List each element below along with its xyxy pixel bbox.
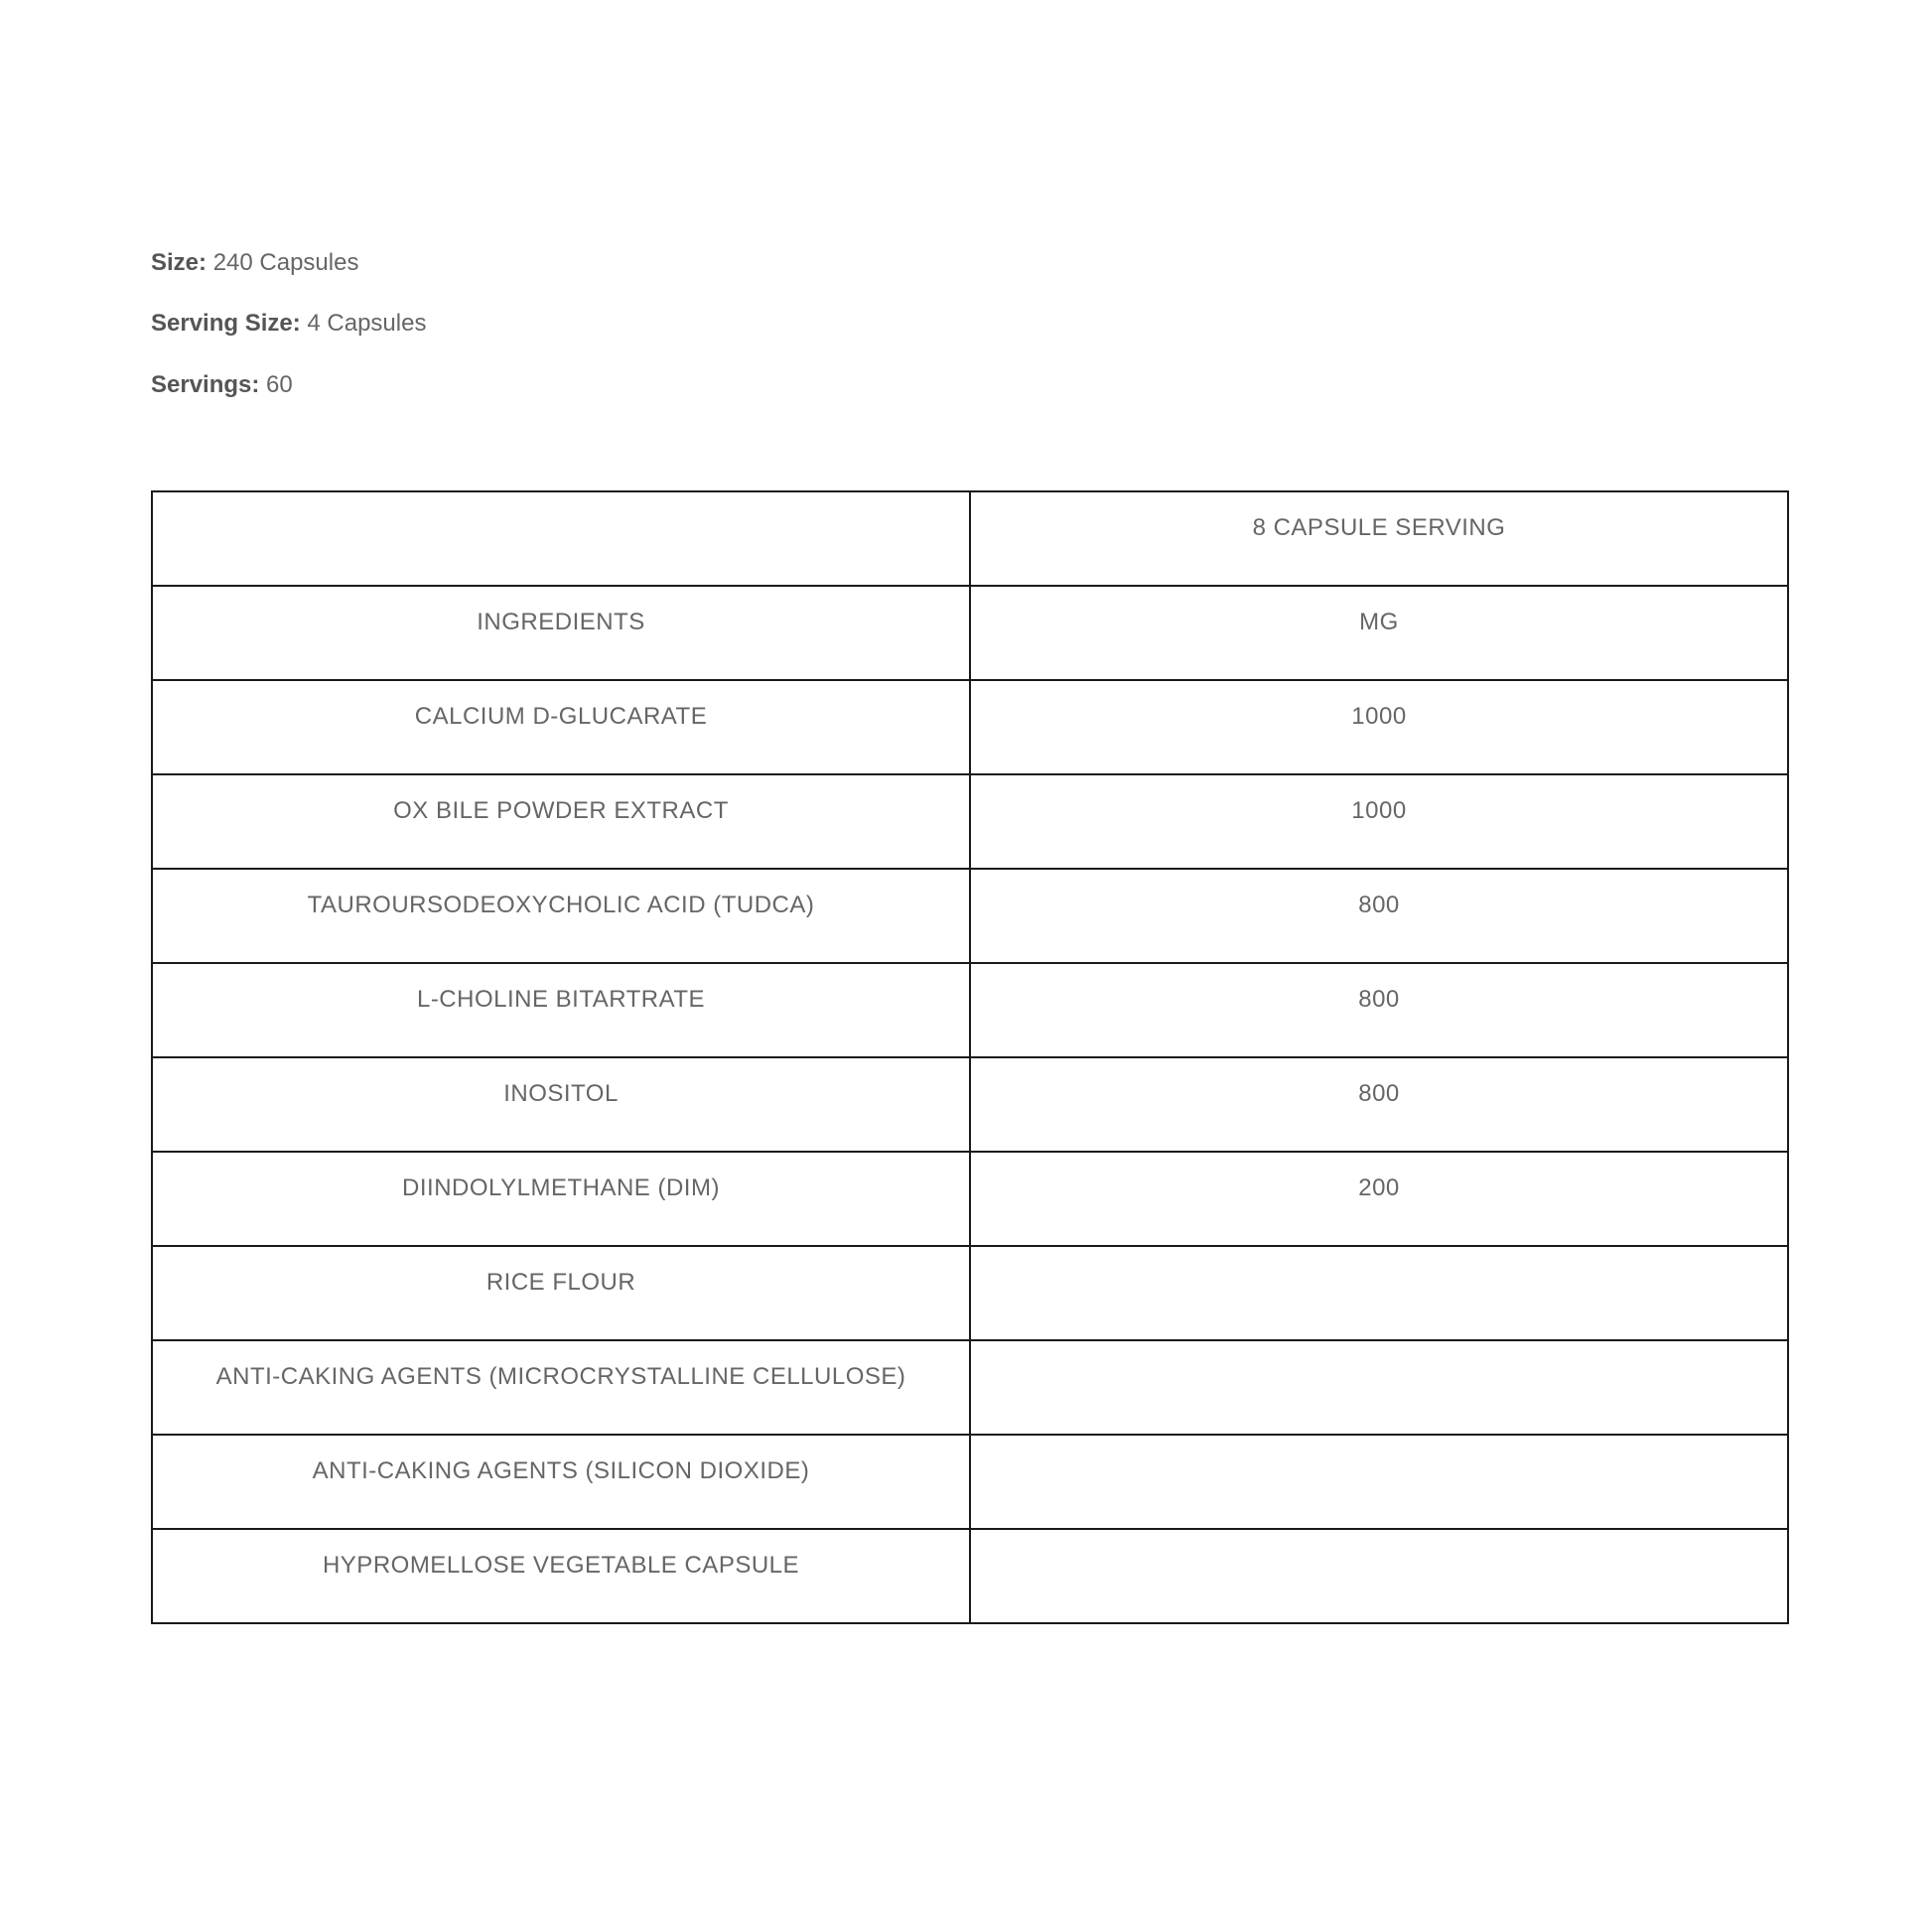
ingredient-name: L-CHOLINE BITARTRATE [416,986,706,1013]
amount-cell [970,869,1788,963]
ingredient-amount [971,1436,1787,1455]
table-subheader-row [152,586,1788,680]
table-row [152,963,1788,1057]
table-row [152,1152,1788,1246]
ingredient-name: OX BILE POWDER EXTRACT [393,797,729,824]
ingredient-cell [152,1435,970,1529]
unit-header: MG [1359,609,1399,635]
table-row [152,774,1788,869]
amount-cell [970,1246,1788,1340]
amount-cell [970,963,1788,1057]
serving-header: 8 CAPSULE SERVING [1252,514,1506,541]
table-row [152,1529,1788,1623]
table-row [152,1057,1788,1152]
ingredient-amount: 800 [1358,892,1400,918]
serving-header-cell [970,491,1788,586]
table-row [152,869,1788,963]
ingredient-name: TAUROURSODEOXYCHOLIC ACID (TUDCA) [307,892,815,918]
ingredient-amount: 1000 [1351,703,1407,730]
table-header-row [152,491,1788,586]
ingredient-cell [152,1152,970,1246]
serving-size-line [151,308,426,340]
ingredient-amount [971,1341,1787,1361]
size-line [151,247,358,279]
supplement-facts-table [151,490,1789,1624]
ingredient-cell [152,1340,970,1435]
ingredient-name: DIINDOLYLMETHANE (DIM) [402,1174,720,1201]
ingredients-header-cell [152,586,970,680]
header-blank-cell [152,491,970,586]
ingredients-header: INGREDIENTS [477,609,645,635]
servings-value: 60 [266,371,293,398]
ingredient-amount [971,1247,1787,1267]
amount-cell [970,1152,1788,1246]
ingredient-cell [152,774,970,869]
serving-size-label: Serving Size: [151,310,301,337]
ingredient-cell [152,680,970,774]
amount-cell [970,1340,1788,1435]
amount-cell [970,680,1788,774]
ingredient-amount: 200 [1358,1174,1400,1201]
ingredient-amount: 1000 [1351,797,1407,824]
size-value: 240 Capsules [212,249,359,276]
ingredient-name: CALCIUM D-GLUCARATE [414,703,708,730]
amount-cell [970,1435,1788,1529]
table-row [152,680,1788,774]
serving-size-value: 4 Capsules [307,310,427,337]
ingredient-cell [152,963,970,1057]
ingredient-name: HYPROMELLOSE VEGETABLE CAPSULE [322,1552,800,1579]
table-row [152,1340,1788,1435]
table-row [152,1246,1788,1340]
ingredient-name: RICE FLOUR [485,1269,636,1296]
ingredient-cell [152,1057,970,1152]
table-row [152,1435,1788,1529]
ingredient-amount: 800 [1358,986,1400,1013]
ingredient-name: INOSITOL [503,1080,619,1107]
ingredient-cell [152,869,970,963]
unit-header-cell [970,586,1788,680]
amount-cell [970,1057,1788,1152]
servings-label: Servings: [151,371,260,398]
ingredient-cell [152,1529,970,1623]
amount-cell [970,774,1788,869]
ingredient-name: ANTI-CAKING AGENTS (MICROCRYSTALLINE CELLULOSE) [215,1363,906,1390]
amount-cell [970,1529,1788,1623]
ingredient-name: ANTI-CAKING AGENTS (SILICON DIOXIDE) [312,1457,810,1484]
servings-line [151,369,293,401]
ingredient-cell [152,1246,970,1340]
size-label: Size: [151,249,207,276]
ingredient-amount: 800 [1358,1080,1400,1107]
ingredient-amount [971,1530,1787,1550]
